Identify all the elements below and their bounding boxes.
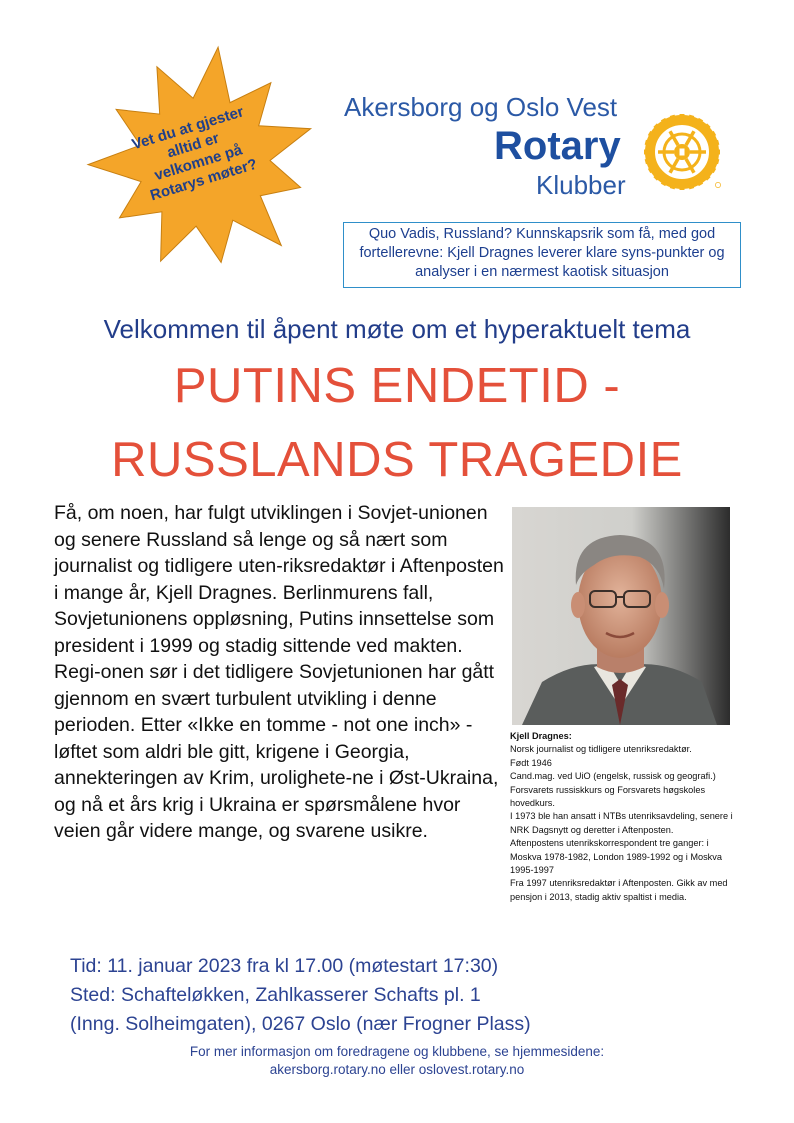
bio-line: I 1973 ble han ansatt i NTBs utenriksavdeling, senere i NRK Dagsnytt og deretter i Aftenposten. — [510, 811, 733, 835]
welcome-heading: Velkommen til åpent møte om et hyperaktuelt tema — [103, 314, 691, 344]
event-place-line-2: (Inng. Solheimgaten), 0267 Oslo (nær Frogner Plass) — [70, 1013, 531, 1035]
intro-box: Quo Vadis, Russland? Kunnskapsrik som få, med god fortellerevne: Kjell Dragnes leverer klare syns-punkter og analyser i en nærmest kaotisk situasjon — [343, 222, 741, 288]
title-line-1: PUTINS ENDETID - — [173, 359, 621, 413]
body-paragraph: Få, om noen, har fulgt utviklingen i Sovjet-unionen og senere Russland så lenge og så nært som journalist og tidligere uten-riksredaktør i Aftenposten i mange år, Kjell Dragnes. Berlinmurens fall, Sovjetunionens oppløsning, Putins innsettelse som president i 1999 og stadig sittende ved makten. Regi-onen sør i det tidligere Sovjetunionen har gått gjennom en svært turbulent utvikling i denne perioden. Etter «Ikke en tomme - not one inch» - løftet som aldri ble gitt, krigene i Georgia, annekteringen av Krim, urolighete-ne i Øst-Ukraina, og nå et års krig i Ukraina er spørsmålene hvor veien går videre mange, og svarene usikre. — [54, 502, 504, 842]
bio-line: Fra 1997 utenriksredaktør i Aftenposten. Gikk av med pensjon i 2013, stadig aktiv spaltist i media. — [510, 878, 728, 902]
speaker-bio — [510, 730, 740, 904]
bio-name: Kjell Dragnes: — [510, 731, 572, 741]
speaker-photo — [512, 507, 730, 725]
bio-line: Cand.mag. ved UiO (engelsk, russisk og geografi.) — [510, 771, 716, 782]
klubber-label: Klubber — [536, 170, 626, 200]
starburst-text: Vet du at gjester alltid er velkomne på Rotarys møter? — [129, 103, 260, 205]
bio-line: Forsvarets russiskkurs og Forsvarets høgskoles hovedkurs. — [510, 784, 706, 809]
event-time: Tid: 11. januar 2023 fra kl 17.00 (møtestart 17:30) — [70, 955, 499, 977]
footer-links[interactable]: akersborg.rotary.no eller oslovest.rotary.no — [269, 1062, 525, 1077]
bio-line: Født 1946 — [510, 757, 552, 768]
footer-info: For mer informasjon om foredragene og klubbene, se hjemmesidene: — [189, 1044, 605, 1059]
title-line-2: RUSSLANDS TRAGEDIE — [111, 433, 683, 487]
club-name: Akersborg og Oslo Vest — [344, 92, 618, 122]
rotary-brand: Rotary — [494, 124, 621, 168]
rotary-wheel-icon — [642, 112, 722, 192]
event-place-line-1: Sted: Schafteløkken, Zahlkasserer Schafts pl. 1 — [70, 984, 481, 1006]
bio-line: Norsk journalist og tidligere utenriksredaktør. — [510, 744, 692, 755]
bio-line: Aftenpostens utenrikskorrespondent tre ganger: i Moskva 1978-1982, London 1989-1992 og i Moskva 1995-1997 — [510, 838, 722, 876]
